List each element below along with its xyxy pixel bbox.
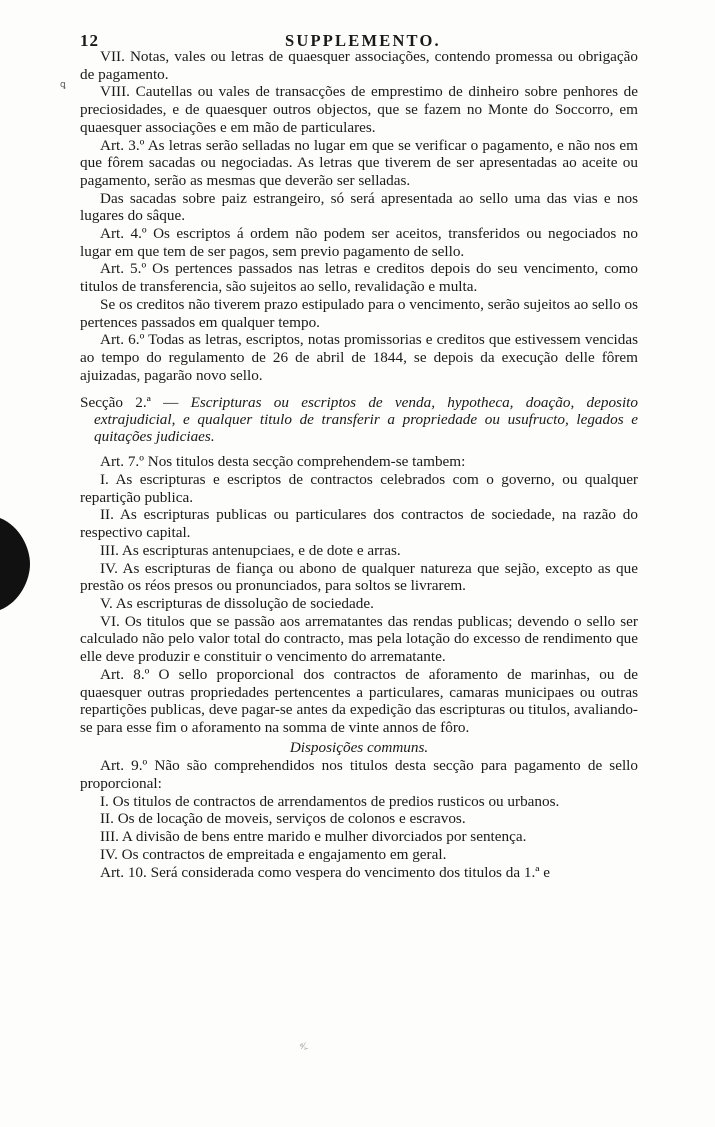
paragraph: III. As escripturas antenupciaes, e de dote e arras. <box>100 541 401 559</box>
paragraph: VI. Os titulos que se passão aos arrematantes das rendas publicas; devendo o sello ser calculado não pelo valor total do contracto, mas pela lotação do excesso de rendimento que elle deve produzir e constituir o vencimento do arrematante. <box>80 612 638 666</box>
paragraph: II. As escripturas publicas ou particulares dos contractos de sociedade, na razão do respectivo capital. <box>80 506 638 542</box>
paragraph: Se os creditos não tiverem prazo estipulado para o vencimento, serão sujeitos ao sello os pertences passados em qualquer tempo. <box>80 295 638 331</box>
paragraph: II. Os de locação de moveis, serviços de colonos e escravos. <box>100 810 466 828</box>
footer-mark: ᵈ⁄ᵢ. <box>300 1041 309 1051</box>
paragraph: III. A divisão de bens entre marido e mulher divorciados por sentença. <box>100 828 527 846</box>
paragraph: Art. 9.º Não são comprehendidos nos titulos desta secção para pagamento de sello proporcional: <box>80 757 638 793</box>
paragraph: Art. 3.º As letras serão selladas no lugar em que se verificar o pagamento, e não nos em que fôrem sacadas ou negociadas. As letras que tiverem de ser apresentadas ao aceite ou pagamento, serão as mesmas que deverão ser selladas. <box>80 136 638 189</box>
paragraph: VIII. Cautellas ou vales de transacções de emprestimo de dinheiro sobre penhores de preciosidades, e de quaesquer outros objectos, que se fazem no Monte do Soccorro, em quaesquer associações e em mão de particulares. <box>80 83 638 136</box>
binding-shadow <box>0 518 40 610</box>
paragraph: V. As escripturas de dissolução de sociedade. <box>100 594 374 612</box>
subheading: Disposições communs. <box>289 738 429 756</box>
paragraph: Das sacadas sobre paiz estrangeiro, só será apresentada ao sello uma das vias e nos lugares do sâque. <box>80 189 638 225</box>
running-title: SUPPLEMENTO. <box>285 31 441 50</box>
paragraph: I. Os titulos de contractos de arrendamentos de predios rusticos ou urbanos. <box>100 792 560 810</box>
page-number: 12 <box>80 31 99 50</box>
paragraph: Art. 8.º O sello proporcional dos contractos de aforamento de marinhas, ou de quaesquer outras propriedades pertencentes a particulares, camaras municipaes ou outras repartições publicas, deve pagar-se antes da expedição das escripturas ou titulos, avaliando-se para esse fim o aforamento na somma de vinte annos de fôro. <box>80 665 638 736</box>
paragraph: IV. As escripturas de fiança ou abono de qualquer natureza que sejão, excepto as que prestão os réos presos ou pronunciados, para soltos se livrarem. <box>80 559 638 595</box>
paragraph: Art. 7.º Nos titulos desta secção comprehendem-se tambem: <box>100 453 466 471</box>
paragraph: Art. 5.º Os pertences passados nas letras e creditos depois do seu vencimento, como titulos de transferencia, são sujeitos ao sello, revalidação e multa. <box>80 260 638 296</box>
paragraph: I. As escripturas e escriptos de contractos celebrados com o governo, ou qualquer repartição publica. <box>80 471 638 506</box>
section-title: Escripturas ou escriptos de venda, hypotheca, doação, deposito extrajudicial, e qualquer titulo de transferir a propriedade ou usufructo, legados e quitações judiciaes. <box>94 394 638 446</box>
paragraph: VII. Notas, vales ou letras de quaesquer associações, contendo promessa ou obrigação de pagamento. <box>80 48 638 83</box>
page-body <box>80 48 638 881</box>
paragraph: Art. 6.º Todas as letras, escriptos, notas promissorias e creditos que estivessem vencidas ao tempo do regulamento de 26 de abril de 1844, se depois da execução delle fôrem ajuizadas, pagarão novo sello. <box>80 331 638 384</box>
paragraph: Art. 10. Será considerada como vespera do vencimento dos titulos da 1.ª e <box>100 863 550 881</box>
section-heading <box>80 394 638 445</box>
paragraph: IV. Os contractos de empreitada e engajamento em geral. <box>100 845 447 863</box>
paragraph: Art. 4.º Os escriptos á ordem não podem ser aceitos, transferidos ou negociados no lugar em que tem de ser pagos, sem previo pagamento de sello. <box>80 225 638 260</box>
margin-note: ꝗ <box>60 79 66 89</box>
section-label: Secção 2.ª — <box>80 394 191 412</box>
